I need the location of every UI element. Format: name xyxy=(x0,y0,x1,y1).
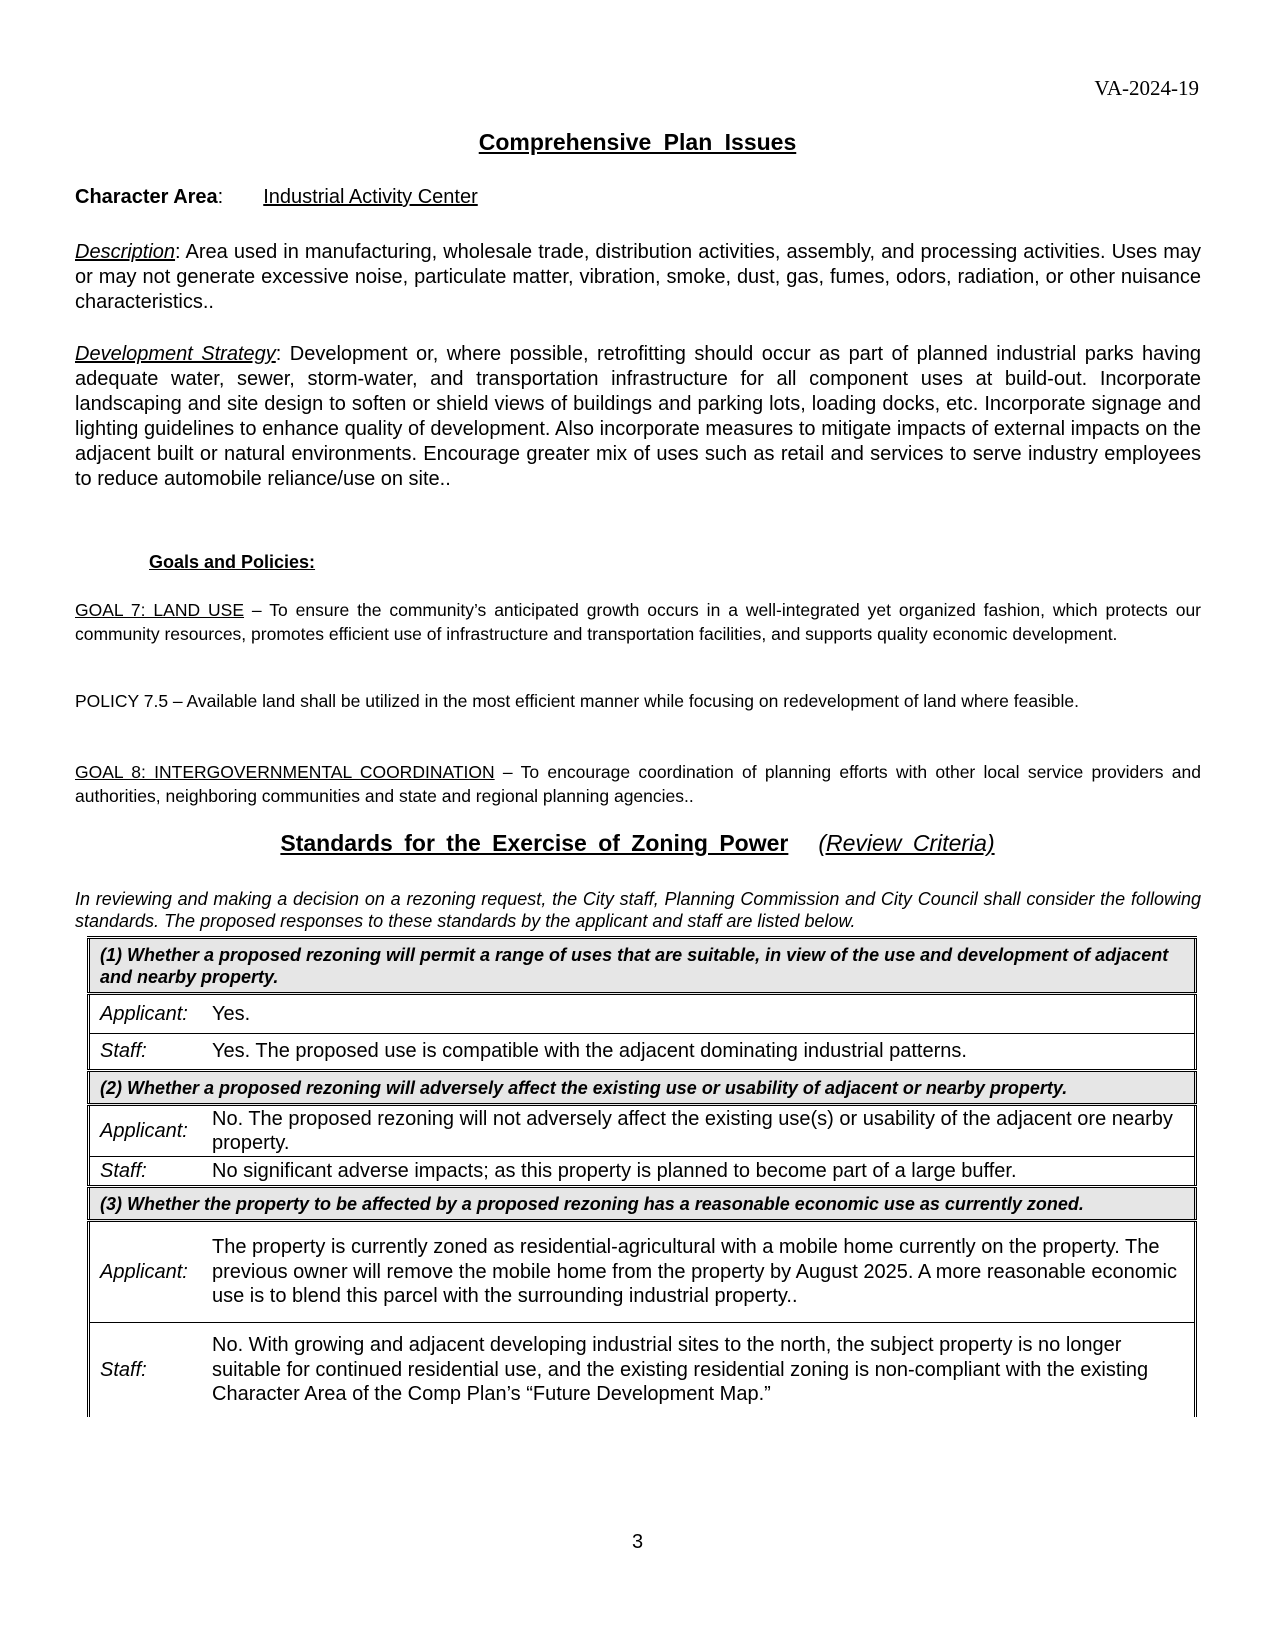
staff-response-row xyxy=(89,1034,1196,1071)
staff-label: Staff: xyxy=(100,1358,147,1381)
goal-8-text: – To encourage coordination of planning efforts with other local service providers and authorities, neighboring communities and state and regional planning agencies.. xyxy=(75,762,1202,806)
development-strategy-paragraph xyxy=(75,342,1201,492)
applicant-response-row xyxy=(89,1221,1196,1323)
criterion-question: (2) Whether a proposed rezoning will adversely affect the existing use or usability of adjacent or nearby property. xyxy=(89,1071,1196,1105)
staff-response-row xyxy=(89,1323,1196,1417)
staff-response-row xyxy=(89,1157,1196,1187)
criterion-row xyxy=(89,938,1196,994)
staff-label: Staff: xyxy=(89,1034,209,1071)
applicant-response-row xyxy=(89,1105,1196,1157)
section-heading-comprehensive-plan: Comprehensive Plan Issues xyxy=(478,129,797,155)
applicant-response: Yes. xyxy=(208,994,1196,1034)
standards-heading-sub: (Review Criteria) xyxy=(818,830,995,856)
description-label: Description xyxy=(75,241,176,263)
character-area-colon: : xyxy=(217,186,224,208)
applicant-label: Applicant: xyxy=(89,1221,209,1323)
criterion-row xyxy=(89,1187,1196,1221)
criterion-question: (3) Whether the property to be affected by a proposed rezoning has a reasonable economic use as currently zoned. xyxy=(89,1187,1196,1221)
applicant-response: The property is currently zoned as residential-agricultural with a mobile home currently on the property. The previous owner will remove the mobile home from the property by August 2025. A more reasonable economic use is to blend this parcel with the surrounding industrial property.. xyxy=(208,1221,1196,1323)
criterion-question: (1) Whether a proposed rezoning will permit a range of uses that are suitable, in view of the use and development of adjacent and nearby property. xyxy=(89,938,1196,994)
character-area-label: Character Area xyxy=(75,186,218,208)
goal-7-text: – To ensure the community’s anticipated growth occurs in a well-integrated yet organized fashion, which protects our community resources, promotes efficient use of infrastructure and transportation facilities, and supports quality economic development. xyxy=(75,600,1202,644)
development-strategy-label: Development Strategy xyxy=(75,343,276,365)
staff-response: No significant adverse impacts; as this property is planned to become part of a large buffer. xyxy=(208,1157,1196,1187)
staff-label: Staff: xyxy=(89,1157,209,1187)
staff-response: Yes. The proposed use is compatible with the adjacent dominating industrial patterns. xyxy=(208,1034,1196,1071)
standards-intro: In reviewing and making a decision on a rezoning request, the City staff, Planning Commission and City Council shall consider the following standards. The proposed responses to these standards by the applicant and staff are listed below. xyxy=(75,889,1201,931)
page-number: 3 xyxy=(631,1531,644,1553)
applicant-response-row xyxy=(89,994,1196,1034)
section-heading-zoning-standards xyxy=(0,830,1275,857)
character-area-line xyxy=(75,186,1201,209)
goal-8-title: GOAL 8: INTERGOVERNMENTAL COORDINATION xyxy=(75,762,495,782)
criteria-table xyxy=(87,936,1197,1417)
applicant-response: No. The proposed rezoning will not adversely affect the existing use(s) or usability of the adjacent ore nearby property. xyxy=(208,1105,1196,1157)
development-strategy-text: : Development or, where possible, retrofitting should occur as part of planned industrial parks having adequate water, sewer, storm-water, and transportation infrastructure for all component uses at build-out. Incorporate landscaping and site design to soften or shield views of buildings and parking lots, loading docks, etc. Incorporate signage and lighting guidelines to enhance quality of development. Also incorporate measures to mitigate impacts of external impacts on the adjacent built or natural environments. Encourage greater mix of uses such as retail and services to serve industry employees to reduce automobile reliance/use on site.. xyxy=(75,343,1201,490)
criterion-row xyxy=(89,1071,1196,1105)
standards-heading-main: Standards for the Exercise of Zoning Power xyxy=(280,830,789,856)
goal-7-paragraph xyxy=(75,598,1201,646)
goals-policies-heading: Goals and Policies: xyxy=(149,552,316,572)
applicant-label: Applicant: xyxy=(89,1105,209,1157)
staff-response: No. With growing and adjacent developing industrial sites to the north, the subject property is no longer suitable for continued residential use, and the existing residential zoning is non-compliant with the existing Character Area of the Comp Plan’s “Future Development Map.” xyxy=(212,1334,1149,1405)
description-paragraph xyxy=(75,240,1201,315)
policy-7-5-paragraph: POLICY 7.5 – Available land shall be utilized in the most efficient manner while focusing on redevelopment of land where feasible. xyxy=(75,691,1079,711)
document-id: VA-2024-19 xyxy=(1094,76,1199,100)
character-area-value: Industrial Activity Center xyxy=(263,186,478,208)
goal-8-paragraph xyxy=(75,760,1201,808)
applicant-label: Applicant: xyxy=(89,994,209,1034)
description-text: : Area used in manufacturing, wholesale trade, distribution activities, assembly, and processing activities. Uses may or may not generate excessive noise, particulate matter, vibration, smoke, dust, gas, fumes, odors, radiation, or other nuisance characteristics.. xyxy=(75,241,1201,313)
goal-7-title: GOAL 7: LAND USE xyxy=(75,600,245,620)
